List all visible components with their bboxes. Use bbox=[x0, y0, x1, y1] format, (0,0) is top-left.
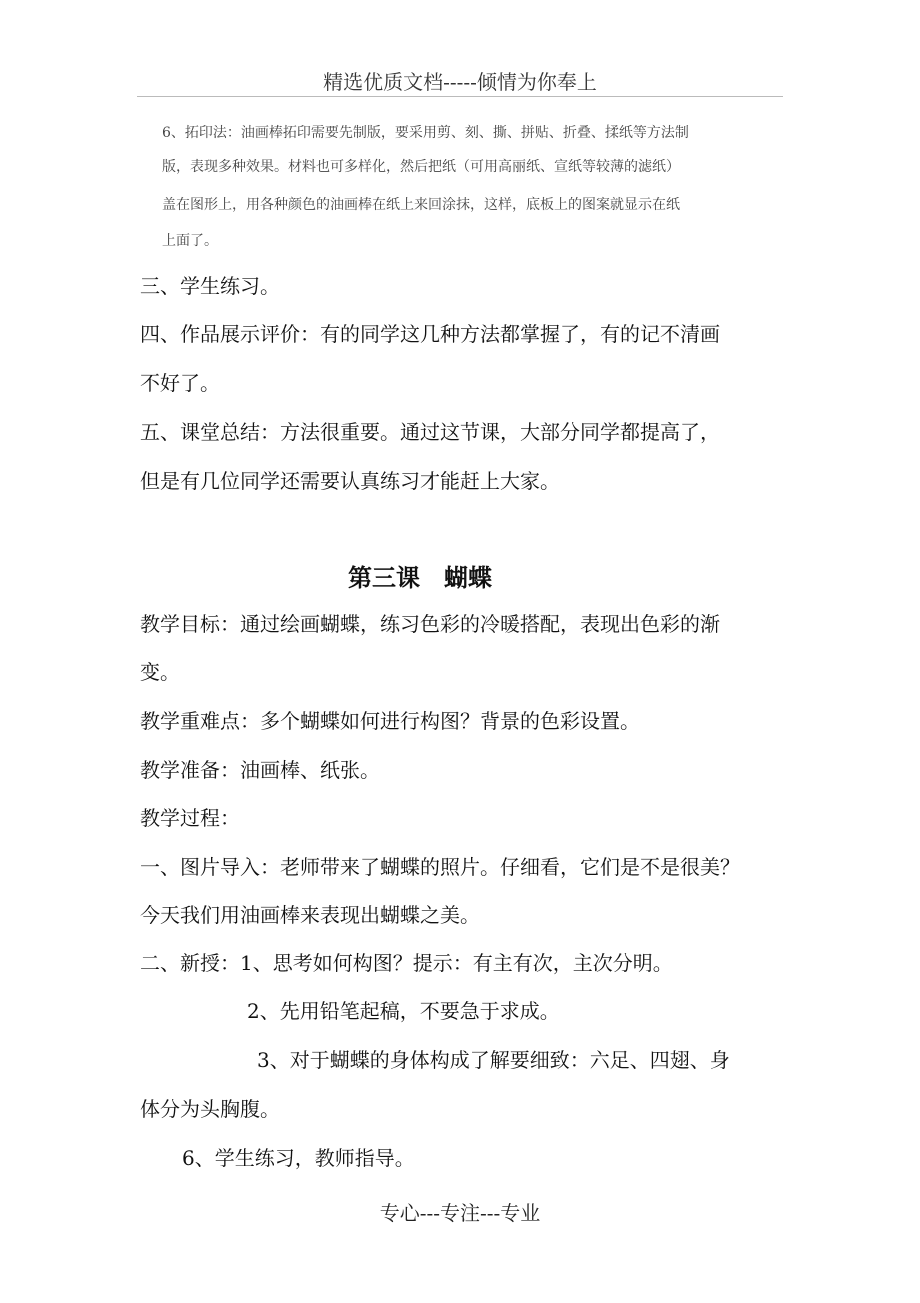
header-divider bbox=[137, 96, 783, 97]
lesson-new-step-3-line-2: 体分为头胸腹。 bbox=[140, 1097, 280, 1121]
lesson-new-step-6: 6、学生练习，教师指导。 bbox=[182, 1146, 415, 1170]
lesson-title: 第三课 蝴蝶 bbox=[348, 563, 492, 592]
page-footer: 专心---专注---专业 bbox=[379, 1201, 541, 1225]
method-6-line-2: 版，表现多种效果。材料也可多样化，然后把纸（可用高丽纸、宣纸等较薄的滤纸） bbox=[162, 159, 680, 175]
lesson-goal-line-2: 变。 bbox=[140, 660, 180, 684]
page-header: 精选优质文档-----倾情为你奉上 bbox=[323, 70, 597, 94]
lesson-difficulty: 教学重难点：多个蝴蝶如何进行构图？背景的色彩设置。 bbox=[140, 709, 640, 733]
lesson-new-step-1: 二、新授：1、思考如何构图？提示：有主有次，主次分明。 bbox=[140, 951, 673, 975]
step-summary-line-2: 但是有几位同学还需要认真练习才能赶上大家。 bbox=[140, 469, 560, 493]
method-6-line-1: 6、拓印法：油画棒拓印需要先制版，要采用剪、刻、撕、拼贴、折叠、揉纸等方法制 bbox=[162, 125, 689, 141]
step-summary-line-1: 五、课堂总结：方法很重要。通过这节课，大部分同学都提高了， bbox=[140, 420, 720, 444]
lesson-preparation: 教学准备：油画棒、纸张。 bbox=[140, 758, 380, 782]
lesson-new-step-2: 2、先用铅笔起稿，不要急于求成。 bbox=[247, 999, 560, 1023]
lesson-intro-line-1: 一、图片导入：老师带来了蝴蝶的照片。仔细看，它们是不是很美？ bbox=[140, 855, 740, 879]
step-evaluation-line-1: 四、作品展示评价：有的同学这几种方法都掌握了，有的记不清画 bbox=[140, 322, 720, 346]
lesson-intro-line-2: 今天我们用油画棒来表现出蝴蝶之美。 bbox=[140, 903, 480, 927]
step-evaluation-line-2: 不好了。 bbox=[140, 371, 220, 395]
method-6-line-3: 盖在图形上，用各种颜色的油画棒在纸上来回涂抹，这样，底板上的图案就显示在纸 bbox=[162, 197, 680, 213]
lesson-new-step-3-line-1: 3、对于蝴蝶的身体构成了解要细致：六足、四翅、身 bbox=[257, 1048, 730, 1072]
lesson-process-heading: 教学过程： bbox=[140, 806, 240, 830]
method-6-line-4: 上面了。 bbox=[162, 233, 218, 249]
lesson-goal-line-1: 教学目标：通过绘画蝴蝶，练习色彩的冷暖搭配，表现出色彩的渐 bbox=[140, 612, 720, 636]
step-practice: 三、学生练习。 bbox=[140, 274, 280, 298]
